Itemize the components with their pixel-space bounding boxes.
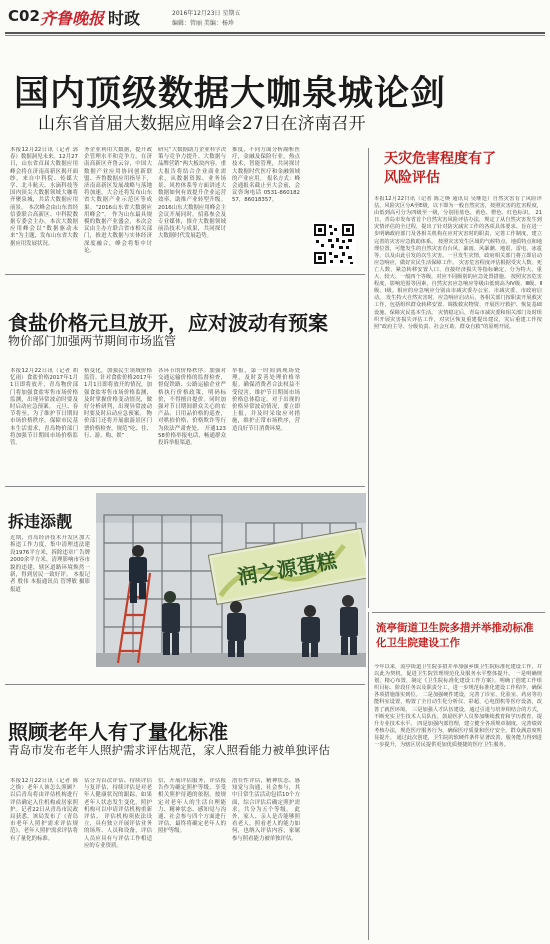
elderly-col-4: 潜在性评估，精神状态、感知觉与沟通，社会参与，其中日常生活活动包括10个方面，综合评估后确定照护需求，共分为五个等级。 此外，家人、亲人是否能够照看老人，照看老人的能力如何，也纳入评估内容，家属参与照看能力被单独评估。 [232,778,300,842]
lead-col-3: 研究“大数据助力企业科学决策与竞争力提升、大数据与品牌营销”两大板块内容。重大报告将结合企业商业需求，从数据资源、业务场景、风控体系等方面讲述大数据如何有效提升企业运营效率，助推产业转型升级。 2016山东大数据应用峰会主会议开展同时，招募参会及专业媒体，推介大数据领域前沿技术与成果，共同探讨大数据时代发展趋势。 [158,147,226,240]
elderly-col-3: 信，开展评估服务，评估报告作为确定照护等级、享受相关照护待遇的依据。按规定对老年人的生活自理能力、精神状态、感知觉与沟通、社会参与四个方面进行评估，最终将确定老年人的照护等级。 [158,778,226,835]
lead-col-1: 本报12月22日讯（记者 郭春）数据洞见未来。12月27日，山东省首届大数据应用峰会将在济南高新区揭开面纱，来自中科院、传媒大学、北斗航天、水滴科技等国内顶尖大数据领域大咖将齐聚泉城，共话大数据应用前景。 本次峰会由山东省经信委联合高新区、中科院数据专委会主办，本次大数据应用峰会以“数据驱动未来”为主题，发布山东省大数据应用发展状况。 [10,147,78,247]
lead-headline: 国内顶级数据大咖泉城论剑 [14,73,447,114]
date-line: 2016年12月23日 星期五 [172,10,241,17]
page-number: C02 [8,7,40,25]
demolish-headline: 拆违添靓 [8,512,73,531]
salt-col-2: 格变化，加强民生领域价格监管。针对食盐价格2017年1月1日即将放开的情况，加强食盐零售市场价格监测，及时掌握价格变动情况，做好分析研判，出现异常波动时要及时启动应急预案。 物价部门还将开展旅游景区门票价格检查，规范“吃、住、行、游、购、娱” [84,368,152,439]
salt-col-4: 举报，第一时间到现场处理，及时妥善处理价格举报。确保消费者合法权益不受侵害，维护节日期间市场价格总体稳定。对于出现的价格异常波动情况，要立即上报，并及时采取应对措施，维护正常市场秩序，营造良好节日消费环境。 [232,368,300,432]
lead-col-2: 务企业利用大数据，提升政企管理水平和竞争力。在济南高新区齐鲁云谷，中国大数据产业应用协同创新联盟、齐鲁数据应用指导下，济南高新区发展战略与落地将加速，大会还将发布山东省大数据产业示范区等成果。“2016山东省大数据应用峰会”。 作为山东最具规模的数据产业盛会，本次会议由主办方联合省市相关部门，推进大数据与实体经济深度融合，峰会将集中讨论。 [84,147,152,254]
salt-subhead: 物价部门加强两节期间市场监管 [8,334,177,348]
elderly-subhead: 青岛市发布老年人照护需求评估规范，家人照看能力被单独评估 [8,743,330,757]
qr-code [312,222,356,266]
salt-headline: 食盐价格元旦放开，应对波动有预案 [8,311,328,335]
salt-col-1: 本报12月22日讯（记者 胡忆雨）食盐价格2017年1月1日即将放开，青岛物价部门将加强食盐零售市场价格监测，出现异常波动时要及时启动应急预案。 元旦、春节将至，为了维护节日期间市场价格秩序，保障市民基本生活需求，青岛物价部门将加强节日期间市场价格监管。 [10,368,78,447]
masthead [0,0,550,36]
lead-col-4: 推度，不同方面分析副析医疗，金融及保险行业，热点技术，智能管理，共同探讨大数据时代医疗和金融领域的产业应用。 报名方式：峰会通报名截止至大会前，会议咨询电话 0531-86018257，86018357。 [232,147,300,204]
elderly-headline: 照顾老年人有了量化标准 [8,720,228,744]
weather-headline: 天灾危害程度有了风险评估 [384,151,496,186]
health-body: 今年以来，流亭街道卫生院多措并举加强乡镇卫生院标准化建设工作，并以此为契机，促进卫生院管理规范化及服务水平整体提升。 一是明确规划，精心布置，制定《卫生院标准化建设工作方案》，明确了创建工作组织目标、阶段任务以及职责分工，进一步规范标准化建设工作程序，确保各项措施落实到位。 二是加强硬件建设，完善了诊室、化验室、药房等功能科室设置，购置了全自动生化分析仪、彩超、心电图机等医疗设备，改善了就医环境。 三是加强人才队伍建设，通过引进与培养相结合的方式，不断充实卫生技术人员队伍，鼓励医护人员参加继续教育和学历教育，提升专业技术水平。 四是加强内部管理，建立健全各项规章制度，完善绩效考核办法，规范医疗服务行为，确保医疗质量和医疗安全，群众满意度明显提升。 通过此次创建，卫生院的软硬件条件显著改善，服务能力得到进一步提升，为辖区居民提供更加优质便捷的医疗卫生服务。 [374,664,542,749]
salt-col-3: 各环节的价格秩序。加强对交通运输价格的监督检查，督促铁路、公路运输企业严格执行价格政策，明码标价，不得擅自提价。同时加强对节日期间群众关心的农产品、日用品价格的巡查，对哄抬价格、价格欺诈等行为依法严肃查处。 开通12358价格举报电话，畅通群众投诉举报渠道。 [158,368,226,447]
editor-line: 编辑：管丽 美编：杨珍 [172,20,234,27]
elderly-col-1: 本报12月22日讯（记者 陈之焕）老年人该怎么照顾？以后青岛将由评估机构进行评估确定入住机构或居家照护。记者22日从青岛市民政局获悉，该局发布了《青岛市老年人照护需求评估规范》，老年人照护需求评估将有了量化的标准。 [10,778,78,842]
elderly-col-2: 估分为首次评估、持续评估与复评估，持续评估是对老年人健康状况的跟踪，如果老年人状态发生变化，照护机构可以申请评估机构重新评估。 评估机构须依法设立，具有独立开展评估业务的场所、人员和设备，评估人员应具有与评估工作相适应的专业资质。 [84,778,152,849]
paper-logo: 齐鲁晚报 [40,9,105,28]
demolish-caption: 近期，青岛经济技术开发区加大拆违工作力度，集中清理违法建设1976平方米，拆除违章广告牌2000余平方米，清理影响市容市貌的违建，辖区道路环境焕然一新，得到居民一致好评。 本报记者 殷伟 本报通讯员 管博敏 摄影报道 [10,535,90,593]
sign-text: 润之源蛋糕 [235,548,339,590]
weather-body: 本报12月22日讯（记者 陈之焕 通讯员 吴继廷）自然灾害有了风险评估。风险灾区分A至E级，以下即为一般自然灾害，按照灾害的危害程度，由低到高可分为四级至一级，分别用蓝色、黄色、橙色、红色标识。 21日，青岛市发布省首个自然灾害风险评估办法，规定了从自然灾害发生到灾情评估的全过程，提出了针对防灾减灾工作的各项具体要求。旨在进一步明确政府部门及各相关机构在应对灾害时的职责，完善工作制度，建立完善的灾害应急救助体系。 按照灾害发生区域的气候特点、地质特点和地理位置，可能发生的自然灾害有台风、暴雨、风暴潮、地震、雷电、冰雹等，以及由此引发的次生灾害。一旦发生灾情，政府相关部门将立即启动应急响应，做好灾民生活保障工作。 灾害危害程度评估根据受灾人数、死亡人数、紧急转移安置人口、直接经济损失等指标确定，分为特大、重大、较大、一般四个等级，对应不同级别的应急处置措施。 按照灾害危害程度，影响范围等因素，自然灾害应急响应等级由低到高为Ⅳ级、Ⅲ级、Ⅱ级、Ⅰ级。相应的应急响应分别由市减灾委办公室、市减灾委、市政府启动。 发生特大自然灾害时，应急响应启动后，各相关部门按职责开展救灾工作，包括组织群众转移安置、调拨救灾物资、开展医疗救护、恢复基础设施、保障灾民基本生活。 灾情稳定后，青岛市减灾委和相关部门及时组织开展灾害损失评估工作，对灾区恢复重建提出建议，灾后重建工作按照“政府主导、分级负责、社会互助、群众自救”的原则开展。 [374,196,542,330]
section-name: 时政 [108,9,141,28]
health-headline: 流亭街道卫生院多措并举推动标准化卫生院建设工作 [376,622,534,649]
lead-subhead: 山东省首届大数据应用峰会27日在济南召开 [38,114,366,134]
masthead-divider [5,32,545,34]
demolish-photo [96,493,366,667]
